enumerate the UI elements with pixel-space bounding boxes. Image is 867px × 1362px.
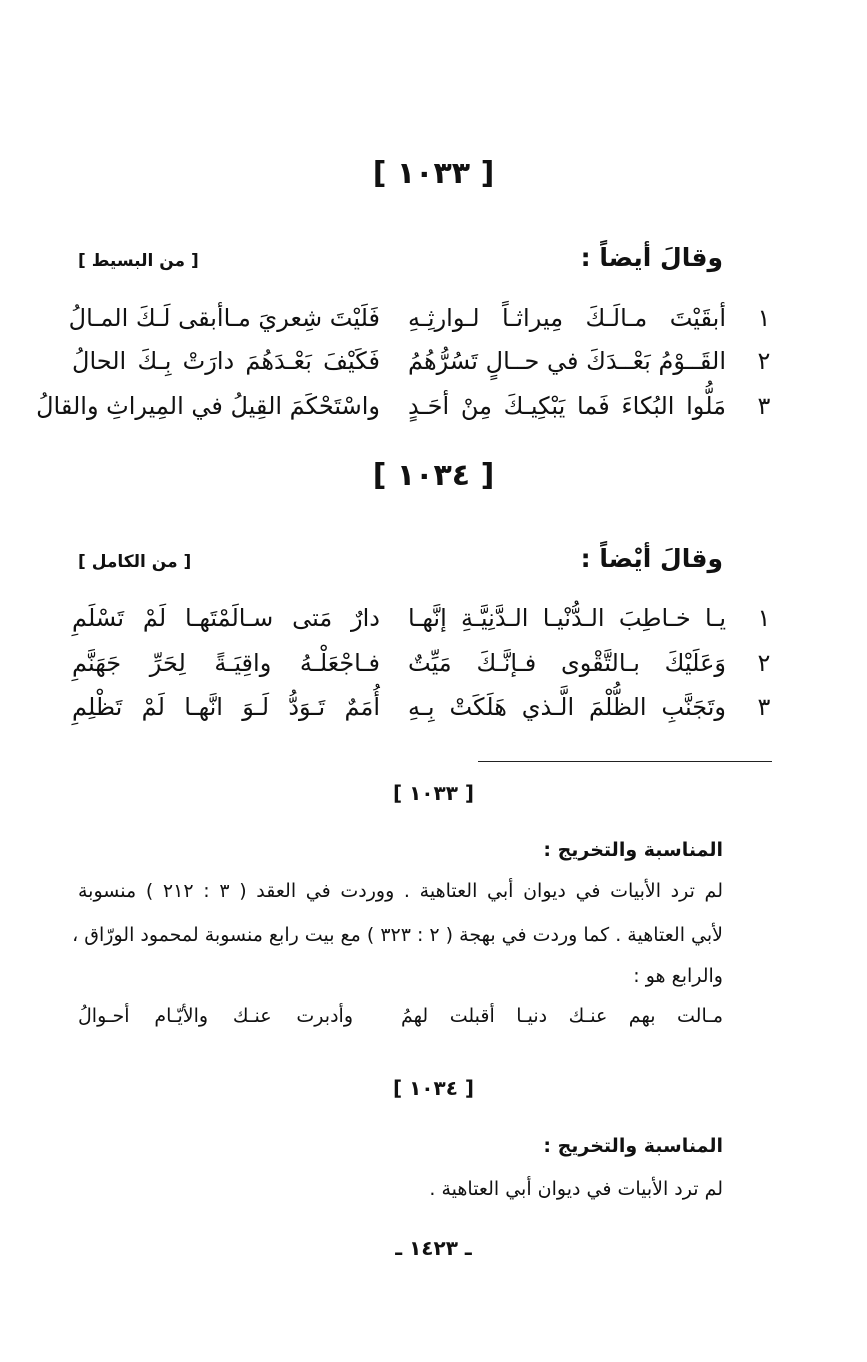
verse-first-hemistich: مَلُّوا البُكاءَ فَما يَبْكِيـكَ مِنْ أحَـدٍ xyxy=(408,392,726,420)
verse-first-hemistich: أبقَيْتَ مـالَـكَ مِيراثـاً لـوارثِـهِ xyxy=(408,304,726,332)
verse-line xyxy=(72,649,780,693)
note-text-line: والرابع هو : xyxy=(633,965,723,987)
verse-number: ١ xyxy=(757,304,771,332)
note-heading: المناسبة والتخريج : xyxy=(543,1135,723,1157)
verse-second-hemistich: دارٌ مَتى سـالَمْتَهـا لَمْ تَسْلَمِ xyxy=(72,604,380,632)
verse-line xyxy=(72,693,780,737)
verse-number: ١ xyxy=(757,604,771,632)
quoted-verse xyxy=(78,1005,723,1039)
note-text-line: لم ترد الأبيات في ديوان أبي العتاهية . xyxy=(429,1178,723,1200)
verse-second-hemistich: فـاجْعَلْـهُ واقِيَـةً لِحَرِّ جَهَنَّمِ xyxy=(72,649,380,677)
verse-number: ٢ xyxy=(757,347,771,375)
verse-second-hemistich: فَلَيْتَ شِعريَ مـاأبقى لَـكَ المـالُ xyxy=(68,304,380,332)
verse-line xyxy=(36,392,780,436)
verse-first-hemistich: القَــوْمُ بَعْــدَكَ في حــالٍ تَسُرُّهُمُ xyxy=(408,347,726,375)
verse-first-hemistich: يـا خـاطِبَ الـدُّنْيـا الـدَّنِيَّـةِ إنَّهـا xyxy=(408,604,726,632)
verse-second-hemistich: واسْتَحْكَمَ القِيلُ في المِيراثِ والقالُ xyxy=(36,392,380,420)
verse-first-hemistich: وَعَلَيْكَ بـالتَّقْوى فـإنَّـكَ مَيِّتٌ xyxy=(408,649,726,677)
page-number: ـ ١٤٢٣ ـ xyxy=(395,1236,472,1260)
poem-number: [ ١٠٣٤ ] xyxy=(372,458,495,493)
verse-second-hemistich: فَكَيْفَ بَعْـدَهُمَ دارَتْ بِـكَ الحالُ xyxy=(72,347,380,375)
quoted-verse-second-hemistich: وأدبرت عنـك والأيّـام أحـوالُ xyxy=(78,1005,353,1027)
note-number: [ ١٠٣٣ ] xyxy=(392,781,475,805)
verse-first-hemistich: وتَجَنَّبِ الظُّلْمَ الَّـذي هَلَكَتْ بِـهِ xyxy=(408,693,726,721)
note-heading: المناسبة والتخريج : xyxy=(543,839,723,861)
poem-intro: وقالَ أيْضاً : xyxy=(580,544,723,573)
verse-number: ٣ xyxy=(757,693,771,721)
poem-intro: وقالَ أيضاً : xyxy=(580,243,723,272)
footnote-separator xyxy=(478,761,772,762)
meter-label: [ من الكامل ] xyxy=(78,552,192,572)
meter-label: [ من البسيط ] xyxy=(78,251,199,271)
note-text-line: لم ترد الأبيات في ديوان أبي العتاهية . ووردت في العقد ( ٣ : ٢١٢ ) منسوبة xyxy=(78,880,723,902)
verse-second-hemistich: أُمَمٌ تَـوَدُّ لَـوَ انَّهـا لَمْ تَظْلِمِ xyxy=(72,693,380,721)
verse-line xyxy=(72,347,780,391)
verse-number: ٢ xyxy=(757,649,771,677)
poem-number: [ ١٠٣٣ ] xyxy=(372,156,495,191)
poem-intro-row xyxy=(78,544,723,573)
poem-intro-row xyxy=(78,243,723,272)
verse-line xyxy=(72,604,780,648)
verse-number: ٣ xyxy=(757,392,771,420)
note-text-line: لأبي العتاهية . كما وردت في بهجة ( ٢ : ٣٢٣ ) مع بيت رابع منسوبة لمحمود الورّاق ، xyxy=(72,924,723,946)
verse-line xyxy=(68,304,780,348)
quoted-verse-first-hemistich: مـالت بهم عنـك دنيـا أقبلت لهمُ xyxy=(401,1005,723,1027)
note-number: [ ١٠٣٤ ] xyxy=(392,1076,475,1100)
